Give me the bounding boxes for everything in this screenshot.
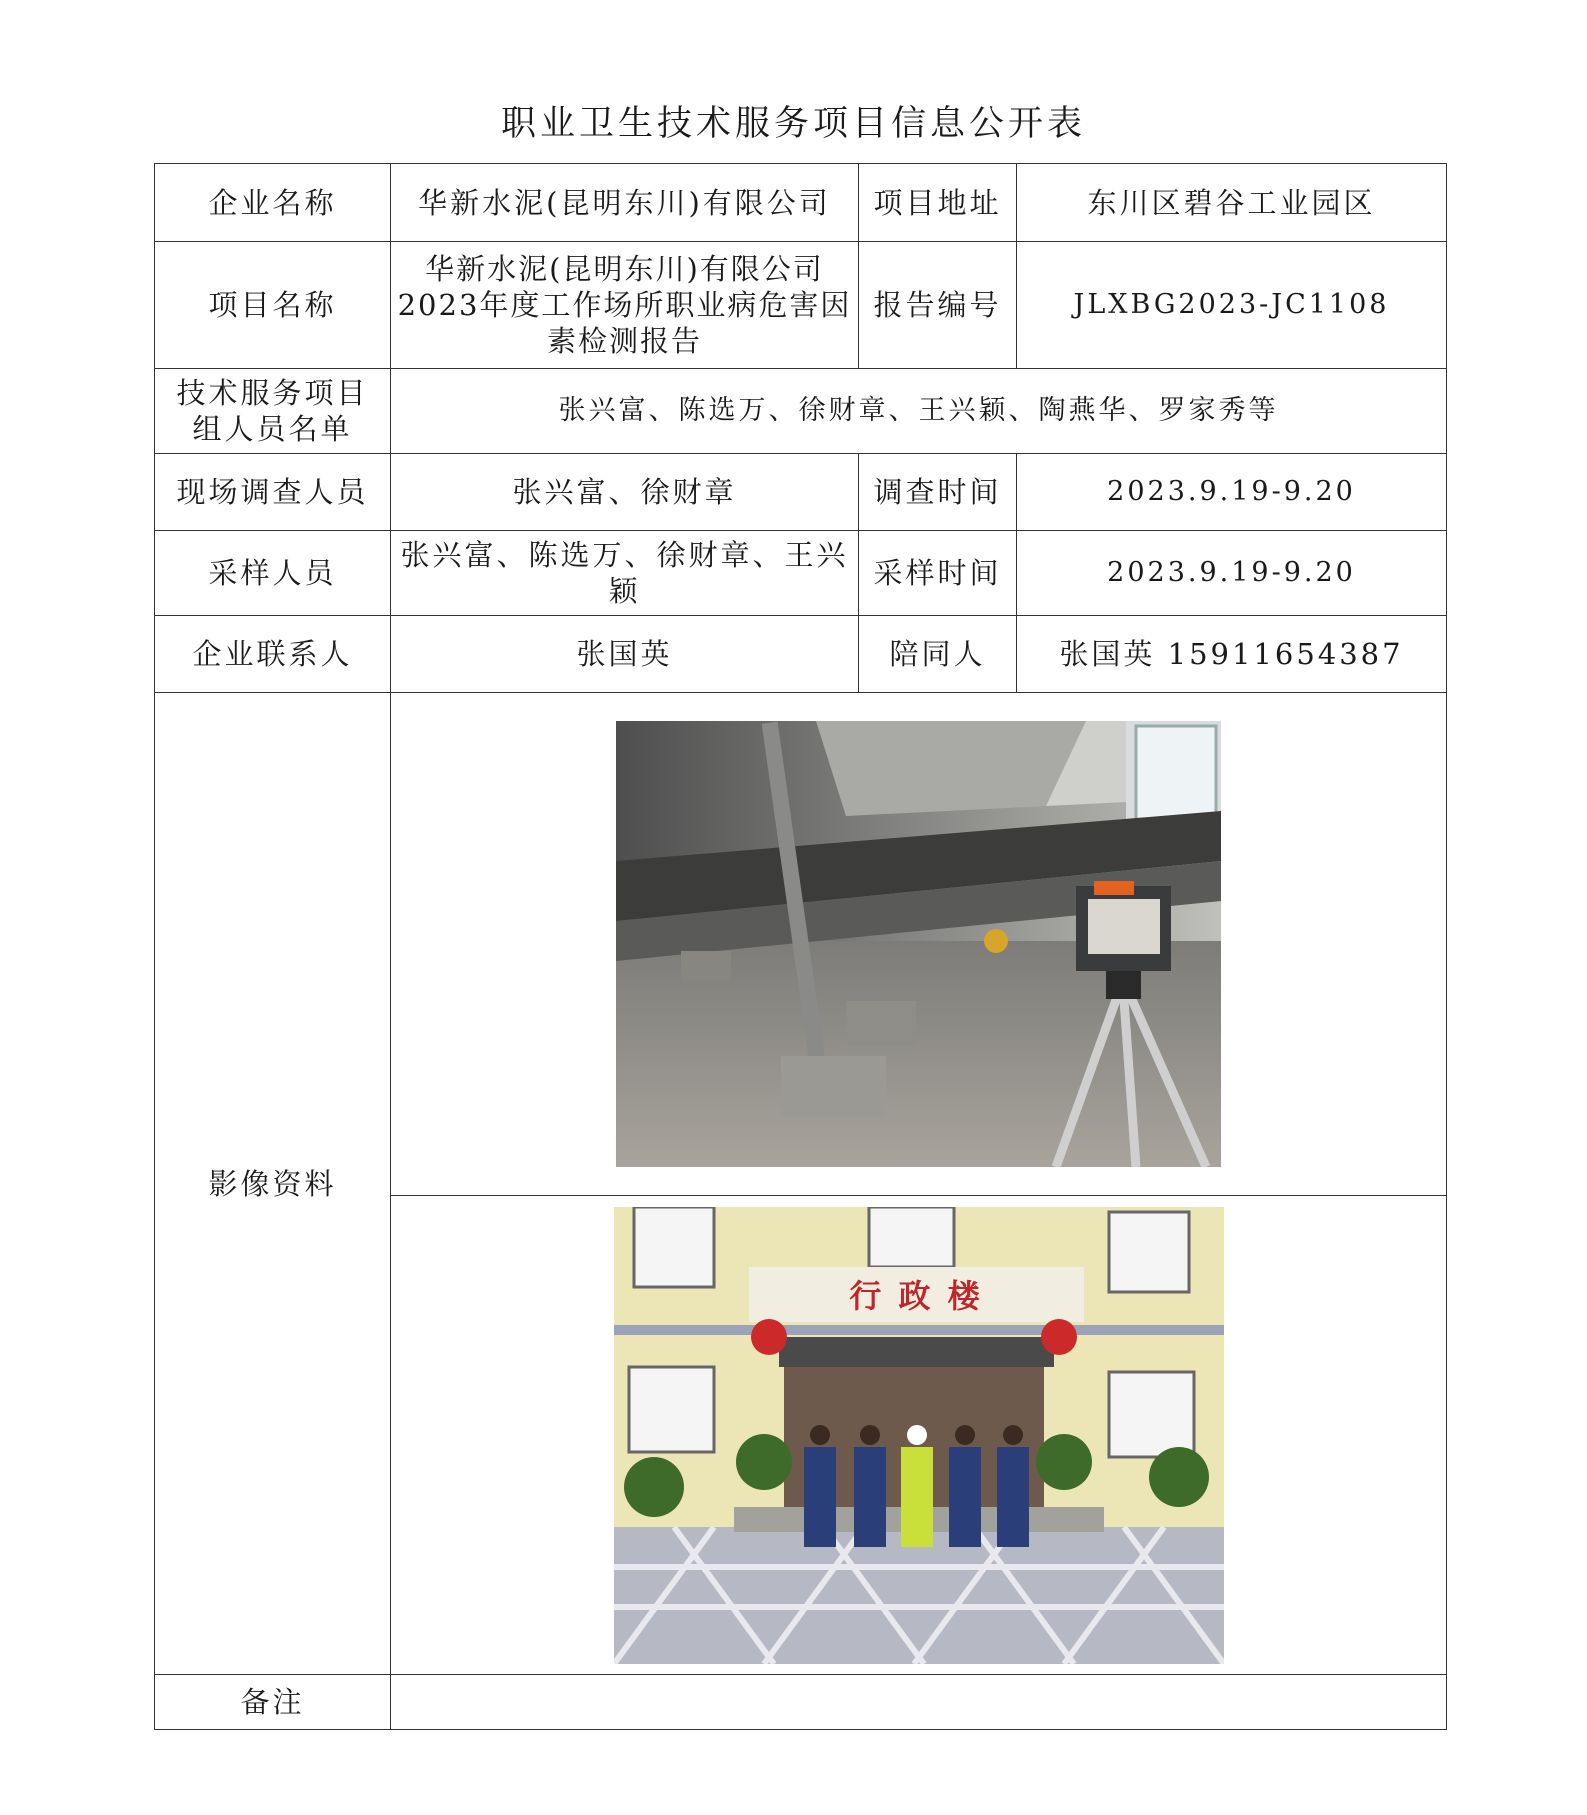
contact-label: 企业联系人 — [155, 616, 391, 693]
row-sampling — [155, 531, 1447, 616]
survey-time-value: 2023.9.19-9.20 — [1017, 454, 1447, 531]
survey-staff-value: 张兴富、徐财章 — [391, 454, 859, 531]
report-no-label: 报告编号 — [859, 242, 1017, 369]
survey-time-label: 调查时间 — [859, 454, 1017, 531]
building-sign: 行 政 楼 — [848, 1276, 983, 1315]
photo-cell-2 — [391, 1196, 1447, 1675]
survey-staff-label: 现场调查人员 — [155, 454, 391, 531]
address-value: 东川区碧谷工业园区 — [1017, 164, 1447, 242]
sampling-time-label: 采样时间 — [859, 531, 1017, 616]
companion-value: 张国英 15911654387 — [1017, 616, 1447, 693]
companion-label: 陪同人 — [859, 616, 1017, 693]
team-value: 张兴富、陈选万、徐财章、王兴颖、陶燕华、罗家秀等 — [391, 369, 1447, 454]
remarks-label: 备注 — [155, 1675, 391, 1730]
sampling-staff-value: 张兴富、陈选万、徐财章、王兴颖 — [391, 531, 859, 616]
row-company — [155, 164, 1447, 242]
page-title: 职业卫生技术服务项目信息公开表 — [500, 104, 1086, 144]
sampling-site-photo — [616, 721, 1221, 1167]
row-contact — [155, 616, 1447, 693]
team-label: 技术服务项目组人员名单 — [155, 369, 391, 454]
row-remarks — [155, 1675, 1447, 1730]
company-value: 华新水泥(昆明东川)有限公司 — [391, 164, 859, 242]
project-label: 项目名称 — [155, 242, 391, 369]
sampling-time-value: 2023.9.19-9.20 — [1017, 531, 1447, 616]
team-group-photo — [614, 1207, 1224, 1664]
contact-value: 张国英 — [391, 616, 859, 693]
sampling-staff-label: 采样人员 — [155, 531, 391, 616]
report-no-value: JLXBG2023-JC1108 — [1017, 242, 1447, 369]
row-survey — [155, 454, 1447, 531]
company-label: 企业名称 — [155, 164, 391, 242]
images-label: 影像资料 — [155, 693, 391, 1675]
photo-cell-1 — [391, 693, 1447, 1196]
row-project — [155, 242, 1447, 369]
project-value: 华新水泥(昆明东川)有限公司2023年度工作场所职业病危害因素检测报告 — [391, 242, 859, 369]
row-team — [155, 369, 1447, 454]
remarks-value — [391, 1675, 1447, 1730]
info-table — [154, 163, 1447, 1730]
row-photo-1 — [155, 693, 1447, 1196]
address-label: 项目地址 — [859, 164, 1017, 242]
